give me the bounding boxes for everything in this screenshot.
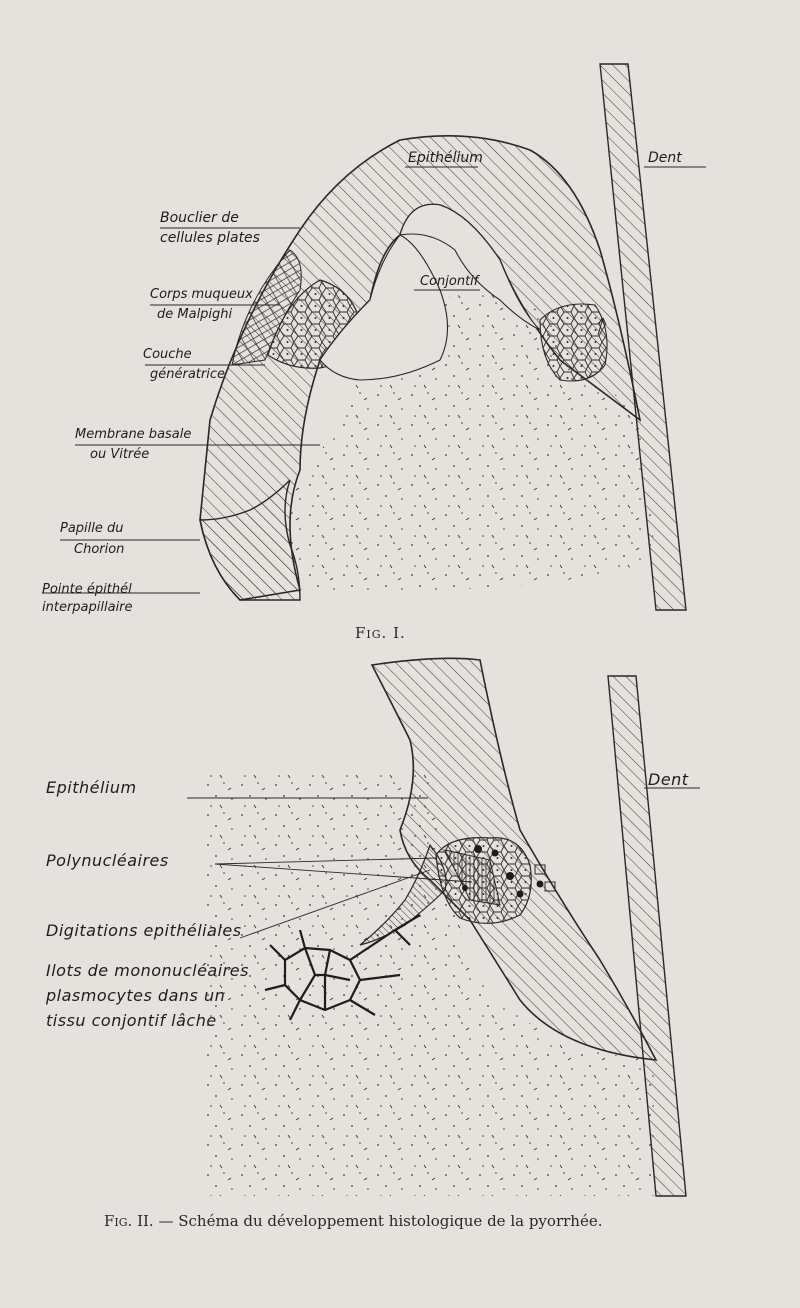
label-papille-line1: Papille du bbox=[60, 521, 124, 536]
figure-1 bbox=[200, 64, 686, 610]
label-corps-line2: de Malpighi bbox=[157, 307, 233, 322]
label-pointe-line1: Pointe épithél bbox=[42, 582, 132, 597]
label-membrane-line2: ou Vitrée bbox=[90, 447, 150, 462]
label-dent-fig2: Dent bbox=[648, 770, 689, 789]
figure-1-caption-text: Fig. I. bbox=[355, 624, 406, 642]
label-bouclier-line2: cellules plates bbox=[160, 230, 260, 246]
label-couche-line1: Couche bbox=[143, 347, 192, 362]
label-pointe-line2: interpapillaire bbox=[42, 600, 133, 615]
label-conjonctif-fig1: Conjontif bbox=[420, 274, 479, 289]
figure-2-caption-text: — Schéma du développement histologique de la pyorrhée. bbox=[158, 1212, 603, 1230]
label-couche-line2: génératrice bbox=[150, 367, 225, 382]
label-ilots-line1: Ilots de mononucléaires bbox=[46, 961, 249, 980]
figure-2 bbox=[200, 658, 686, 1196]
label-dent-fig1: Dent bbox=[648, 150, 682, 166]
figure-2-caption bbox=[104, 1212, 602, 1230]
label-polynucleaires: Polynucléaires bbox=[46, 851, 169, 870]
label-ilots-line3: tissu conjontif lâche bbox=[46, 1011, 217, 1030]
label-corps-line1: Corps muqueux bbox=[150, 287, 253, 302]
label-epithelium-fig1: Epithélium bbox=[408, 150, 483, 166]
label-epithelium-fig2: Epithélium bbox=[46, 778, 137, 797]
label-digitations: Digitations epithéliales bbox=[46, 921, 242, 940]
figure-1-caption bbox=[355, 624, 406, 642]
label-membrane-line1: Membrane basale bbox=[75, 427, 192, 442]
label-papille-line2: Chorion bbox=[74, 542, 125, 557]
figure-2-caption-label: Fig. II. bbox=[104, 1212, 154, 1230]
label-ilots-line2: plasmocytes dans un bbox=[46, 986, 226, 1005]
label-bouclier-line1: Bouclier de bbox=[160, 210, 239, 226]
